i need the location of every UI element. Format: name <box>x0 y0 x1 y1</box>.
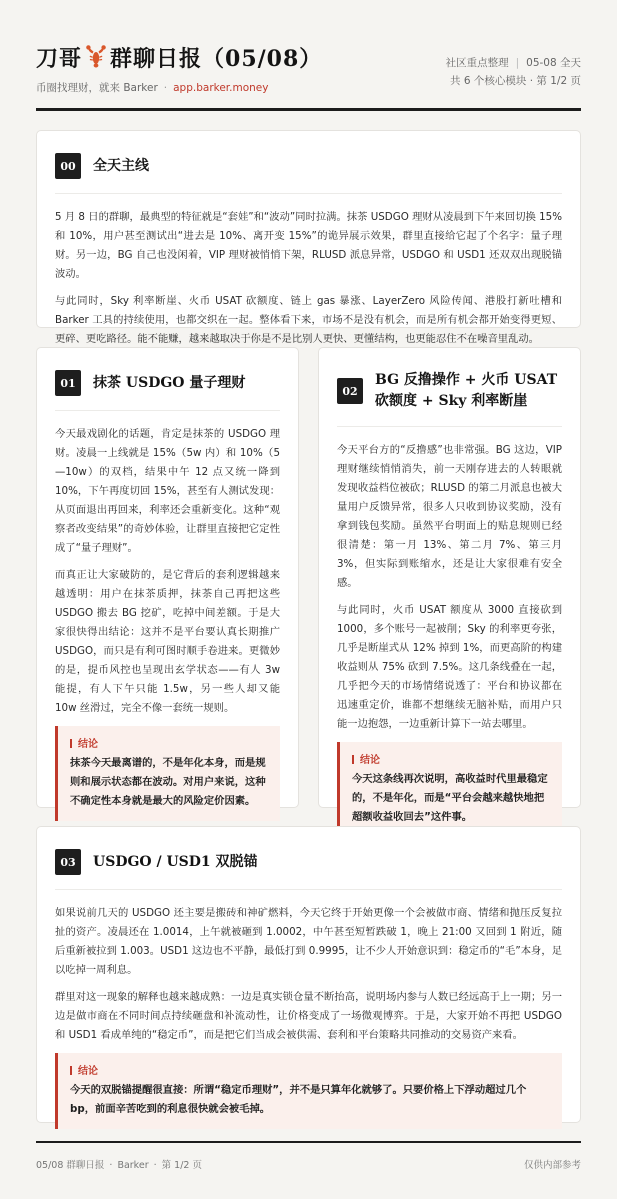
footer-left <box>36 1157 202 1171</box>
header-meta <box>446 54 581 90</box>
meta-category: 社区重点整理 <box>445 57 509 69</box>
conclusion-box <box>337 742 562 837</box>
section-header <box>55 153 562 194</box>
section-card-02 <box>318 347 581 823</box>
section-title: BG 反撸操作 + 火币 USAT 砍额度 + Sky 利率断崖 <box>375 372 558 409</box>
report-header <box>36 40 581 110</box>
section-header <box>55 370 280 411</box>
conclusion-label <box>70 735 268 750</box>
conclusion-label <box>352 751 550 766</box>
conclusion-label <box>70 1062 550 1077</box>
section-paragraph: 今天平台方的“反撸感”也非常强。BG 这边，VIP 理财继续悄悄消失，前一天刚存进去的人转眼就发现收益档位被砍；RLUSD 的第二月派息也被大量用户反馈异常，很多人只收到协议奖励，没有拿到钱包奖励。虽然平台明面上的贴息规则已经很清楚：第一月 13%、第二月 7%、第三月 3%，但实际到账缩水，还是让大家很难有安全感。 <box>337 444 562 589</box>
section-card-03 <box>36 826 581 1123</box>
section-paragraph: 而真正让大家破防的，是它背后的套利逻辑越来越透明：用户在抹茶质押，抹茶自己再把这些 USDGO 搬去 BG 挖矿，吃掉中间差额。于是大家很快得出结论：这并不是平台要认真长期推广 USDGO，而只是有利可图时顺手卷进来。更微妙的是，提币风控也呈现出玄学状态——有人 3w 能提，有人下午只能 1.5w，另一些人却又能 10w 丝滑过，完全不像一套统一规则。 <box>55 569 280 714</box>
meta-separator: | <box>515 57 520 69</box>
separator-dot: · <box>153 1160 157 1171</box>
meta-date: 05-08 全天 <box>526 57 581 69</box>
conclusion-text: 抹茶今天最离谱的，不是年化本身，而是规则和展示状态都在波动。对用户来说，这种不确定性本身就是最大的风险定价因素。 <box>70 757 266 807</box>
conclusion-label-text: 结论 <box>78 1066 98 1077</box>
conclusion-text: 今天这条线再次说明，高收益时代里最稳定的，不是年化，而是“平台会越来越快地把超额收益收回去”这件事。 <box>352 773 548 823</box>
section-paragraph: 今天最戏剧化的话题，肯定是抹茶的 USDGO 理财。凌晨一上线就是 15%（5w 内）和 10%（5—10w）的双档，结果中午 12 点又统一降到 10%，下午再度切回 15%，甚至有人测试发现：从页面退出再回来，利率还会重新变化。这种“观察者改变结果”的奇妙体验，让群里直接把它定性成了“量子理财”。 <box>55 428 280 554</box>
conclusion-box <box>55 726 280 821</box>
site-link[interactable]: app.barker.money <box>173 82 269 94</box>
conclusion-box <box>55 1053 562 1129</box>
section-card-00 <box>36 130 581 345</box>
conclusion-label-text: 结论 <box>360 755 380 766</box>
conclusion-text: 今天的双脱锚提醒很直接：所谓“稳定币理财”，并不是只算年化就够了。只要价格上下浮动超过几个 bp，前面辛苦吃到的利息很快就会被毛掉。 <box>70 1084 527 1115</box>
section-number: 00 <box>55 153 81 179</box>
section-card-01 <box>36 347 299 808</box>
conclusion-marker <box>70 1066 72 1075</box>
header-rule <box>36 108 581 111</box>
section-title: 全天主线 <box>93 157 149 174</box>
footer-page: 第 1/2 页 <box>161 1160 202 1171</box>
lobster-icon <box>84 45 108 75</box>
section-paragraph: 如果说前几天的 USDGO 还主要是搬砖和神矿燃料，今天它终于开始更像一个会被做市商、情绪和抛压反复拉扯的资产。凌晨还在 1.0014，上午就被砸到 1.0002，中午甚至短暂跌破 1，晚上 21:00 又回到 1 附近，随后重新被拉到 1.003。USD1 这边也不平静，最低打到 0.9995，让不少人开始意识到：稳定币的“毛”本身，足以吃掉一周利息。 <box>55 907 562 976</box>
section-paragraph: 5 月 8 日的群聊，最典型的特征就是“套娃”和“波动”同时拉满。抹茶 USDGO 理财从凌晨到下午来回切换 15% 和 10%，用户甚至测试出“进去是 10%、离开变 15%”的诡异展示效果，群里直接给它起了个名字：量子理财。另一边，BG 自己也没闲着，VIP 理财被悄悄下架，RLUSD 派息异常，USDGO 和 USD1 还双双出现脱锚波动。 <box>55 211 562 280</box>
title-left: 刀哥 <box>36 46 83 72</box>
conclusion-marker <box>70 739 72 748</box>
section-number: 03 <box>55 849 81 875</box>
section-paragraph: 与此同时，火币 USAT 额度从 3000 直接砍到 1000，多个账号一起被削；Sky 的利率更夸张，几乎是断崖式从 12% 掉到 1%，而更高阶的构建收益则从 75% 砍到 7.5%。这几条线叠在一起，几乎把今天的市场情绪说透了：平台和协议都在迅速重定价，谁都不想继续无脑补贴，而用户只能一边抱怨，一边重新计算下一站去哪里。 <box>337 604 562 730</box>
footer-disclaimer: 仅供内部参考 <box>523 1160 581 1171</box>
footer-rule <box>36 1141 581 1143</box>
section-title: USDGO / USD1 双脱锚 <box>93 853 258 870</box>
separator-dot: · <box>109 1160 113 1171</box>
section-number: 02 <box>337 378 363 404</box>
section-header <box>55 849 562 890</box>
section-paragraph: 群里对这一现象的解释也越来越成熟：一边是真实锁仓量不断抬高，说明场内参与人数已经远高于上一期；另一边是做市商在不同时间点持续砸盘和补流动性，让价格变成了一场微观博弈。于是，大家开始不再把 USDGO 和 USD1 看成单纯的“稳定币”，而是把它们当成会被供需、套利和平台策略共同推动的交易资产来看。 <box>55 991 562 1041</box>
section-title: 抹茶 USDGO 量子理财 <box>93 374 246 391</box>
section-paragraph: 与此同时，Sky 利率断崖、火币 USAT 砍额度、链上 gas 暴涨、LayerZero 风险传闻、港股打新吐槽和 Barker 工具的持续使用，也都交织在一起。整体看下来，市场不是没有机会，而是所有机会都开始变得更短、更碎、更吃路径。能不能赚，越来越取决于你是不是比别人更快、更懂结构，也更能忍住不在噪音里乱动。 <box>55 295 562 345</box>
report-title <box>36 42 322 75</box>
section-header <box>337 370 562 427</box>
conclusion-label-text: 结论 <box>78 739 98 750</box>
tagline: 币圈找理财，就来 Barker <box>36 82 158 94</box>
meta-summary: 共 6 个核心模块 · 第 1/2 页 <box>450 75 581 87</box>
header-tagline-row <box>36 80 268 95</box>
title-right: 群聊日报（05/08） <box>110 46 323 72</box>
footer-brand: Barker <box>117 1160 149 1171</box>
footer-report-name: 05/08 群聊日报 <box>36 1160 105 1171</box>
section-number: 01 <box>55 370 81 396</box>
separator-dot: · <box>163 82 168 94</box>
conclusion-marker <box>352 755 354 764</box>
